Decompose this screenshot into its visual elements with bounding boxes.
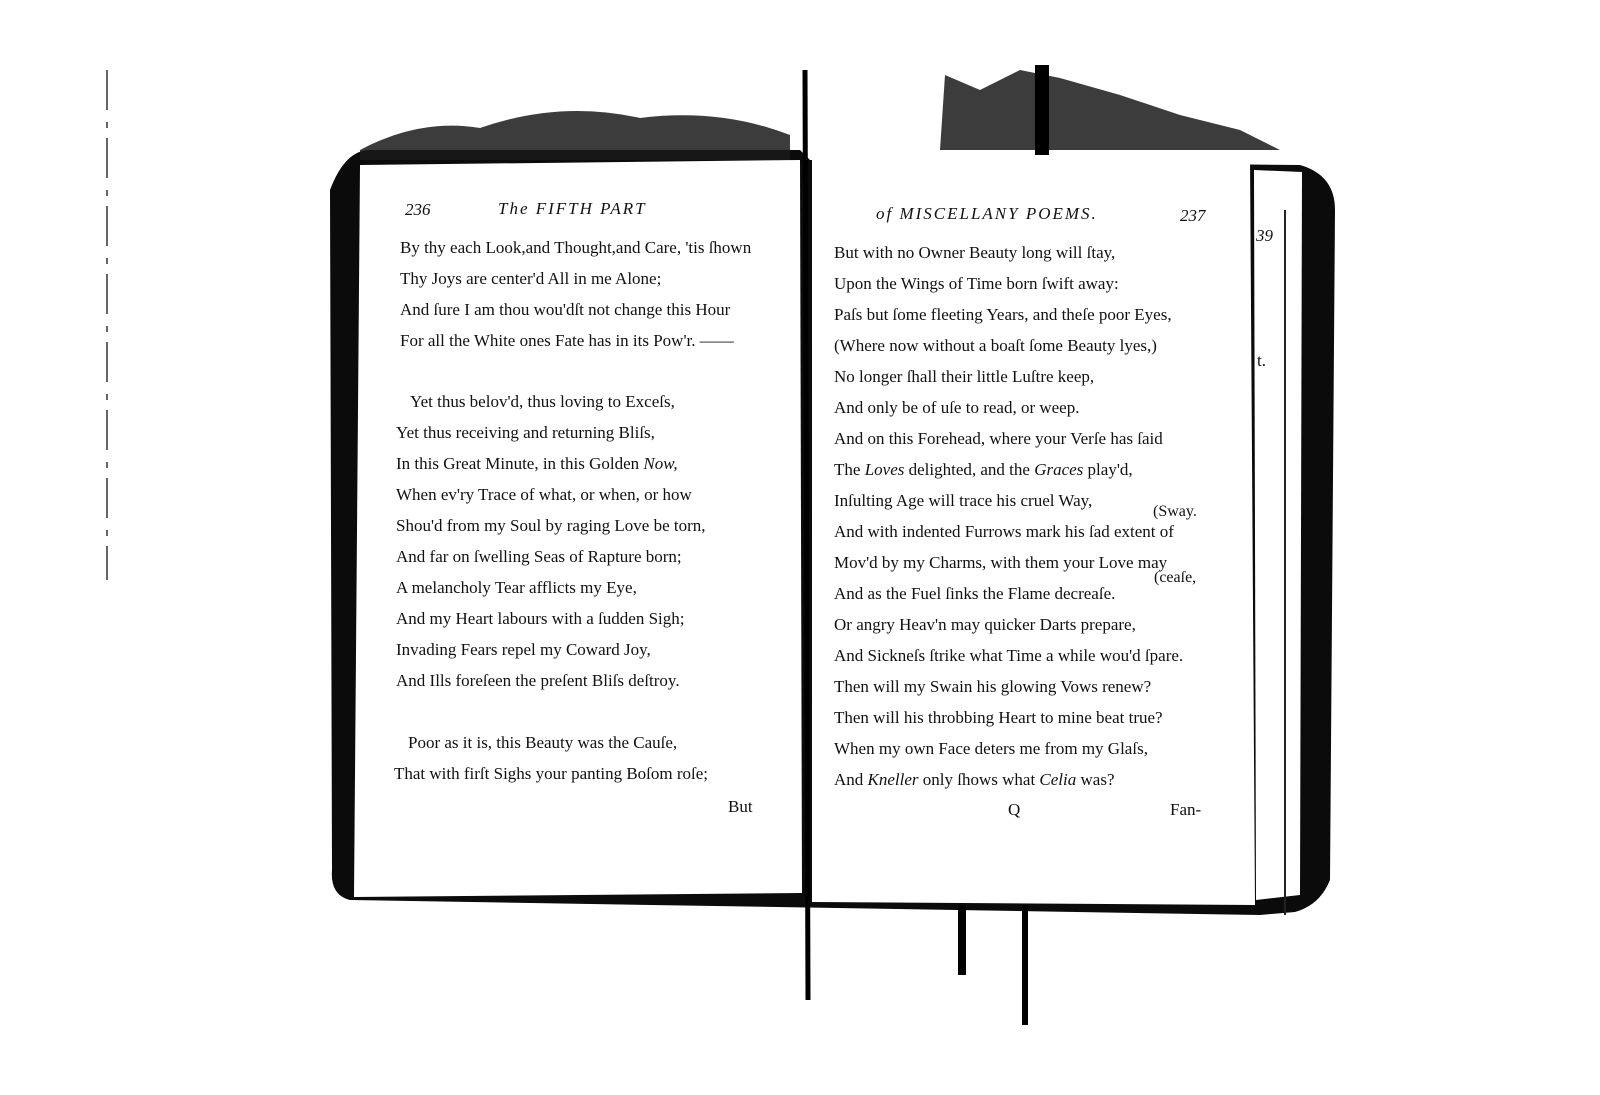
- verse-line: And my Heart labours with a ſudden Sigh;: [396, 609, 685, 628]
- verse-line: When ev'ry Trace of what, or when, or how: [396, 485, 692, 504]
- verse-line: Upon the Wings of Time born ſwift away:: [834, 274, 1119, 293]
- verse-line: And with indented Furrows mark his ſad extent of: [834, 522, 1174, 541]
- verse-line: Then will his throbbing Heart to mine beat true?: [834, 708, 1163, 727]
- verse-line: Paſs but ſome fleeting Years, and theſe poor Eyes,: [834, 305, 1172, 324]
- top-clip: [1035, 65, 1049, 155]
- verse-line: Yet thus belov'd, thus loving to Exceſs,: [410, 392, 675, 411]
- verse-line: And only be of uſe to read, or weep.: [834, 398, 1080, 417]
- italic-word: Graces: [1034, 460, 1084, 479]
- verse-line: A melancholy Tear afflicts my Eye,: [396, 578, 637, 597]
- verse-line: Poor as it is, this Beauty was the Cauſe,: [408, 733, 678, 752]
- verse-line: [396, 448, 706, 479]
- right-page-number: 237: [1180, 206, 1206, 225]
- verse-line: (Where now without a boaſt ſome Beauty lyes,): [834, 336, 1157, 355]
- verse-line: No longer ſhall their little Luſtre keep,: [834, 367, 1095, 386]
- verse-line: [834, 454, 1183, 485]
- verse-line: [834, 764, 1183, 795]
- verse-line: But with no Owner Beauty long will ſtay,: [834, 243, 1116, 262]
- left-stanza-1: [400, 232, 751, 356]
- verse-text: In this Great Minute, in this Golden: [396, 454, 640, 473]
- verse-line: Yet thus receiving and returning Bliſs,: [396, 423, 655, 442]
- top-smudge-right: [940, 70, 1280, 150]
- verse-line: When my own Face deters me from my Glaſs,: [834, 739, 1148, 758]
- italic-word: Celia: [1039, 770, 1077, 789]
- verse-text: The: [834, 460, 861, 479]
- next-page-text-fragment: t.: [1257, 351, 1266, 370]
- turnover-sway: (Sway.: [1153, 503, 1197, 520]
- verse-line: For all the White ones Fate has in its Pow'r. ——: [400, 331, 734, 350]
- verse-line: That with firſt Sighs your panting Boſom roſe;: [394, 764, 709, 783]
- turnover-cease: (ceaſe,: [1154, 569, 1197, 586]
- left-running-head: The FIFTH PART: [498, 199, 647, 218]
- verse-line: And as the Fuel ſinks the Flame decreaſe.: [834, 584, 1116, 603]
- verse-line: Invading Fears repel my Coward Joy,: [396, 640, 651, 659]
- left-stanza-3: [394, 727, 708, 789]
- gutter-line: [805, 70, 808, 1000]
- bottom-clip-right: [1022, 905, 1028, 1025]
- verse-line: Shou'd from my Soul by raging Love be torn,: [396, 516, 706, 535]
- verse-line: And Sickneſs ſtrike what Time a while wou'd ſpare.: [834, 646, 1184, 665]
- verse-text: only ſhows what: [922, 770, 1036, 789]
- verse-line: Thy Joys are center'd All in me Alone;: [400, 269, 662, 288]
- italic-word: Loves: [864, 460, 905, 479]
- verse-line: Then will my Swain his glowing Vows renew?: [834, 677, 1152, 696]
- next-page-number-fragment: 39: [1256, 226, 1273, 245]
- left-catchword: But: [728, 797, 753, 816]
- bottom-clip-left: [958, 905, 966, 975]
- verse-text: was?: [1080, 770, 1115, 789]
- verse-line: Mov'd by my Charms, with them your Love may: [834, 553, 1168, 572]
- verse-text: And: [834, 770, 864, 789]
- verse-line: By thy each Look,and Thought,and Care, 'tis ſhown: [400, 238, 752, 257]
- top-smudge-left: [360, 111, 790, 160]
- verse-line: Inſulting Age will trace his cruel Way,: [834, 491, 1093, 510]
- right-catchword: Fan-: [1170, 800, 1202, 819]
- italic-word: Kneller: [867, 770, 919, 789]
- verse-line: And on this Forehead, where your Verſe has ſaid: [834, 429, 1163, 448]
- italic-word: Now,: [643, 454, 678, 473]
- verse-text: delighted, and the: [908, 460, 1030, 479]
- verse-text: play'd,: [1087, 460, 1133, 479]
- left-page-number: 236: [405, 200, 431, 219]
- signature-mark: Q: [1008, 800, 1021, 819]
- verse-line: Or angry Heav'n may quicker Darts prepare,: [834, 615, 1136, 634]
- next-page-edge: [1254, 170, 1302, 900]
- verse-line: And Ills foreſeen the preſent Bliſs deſtroy.: [396, 671, 680, 690]
- verse-line: And ſure I am thou wou'dſt not change this Hour: [400, 300, 731, 319]
- verse-line: And far on ſwelling Seas of Rapture born;: [396, 547, 682, 566]
- right-verse-block: [834, 237, 1183, 795]
- left-stanza-2: [396, 386, 706, 696]
- right-running-head: of MISCELLANY POEMS.: [876, 204, 1098, 223]
